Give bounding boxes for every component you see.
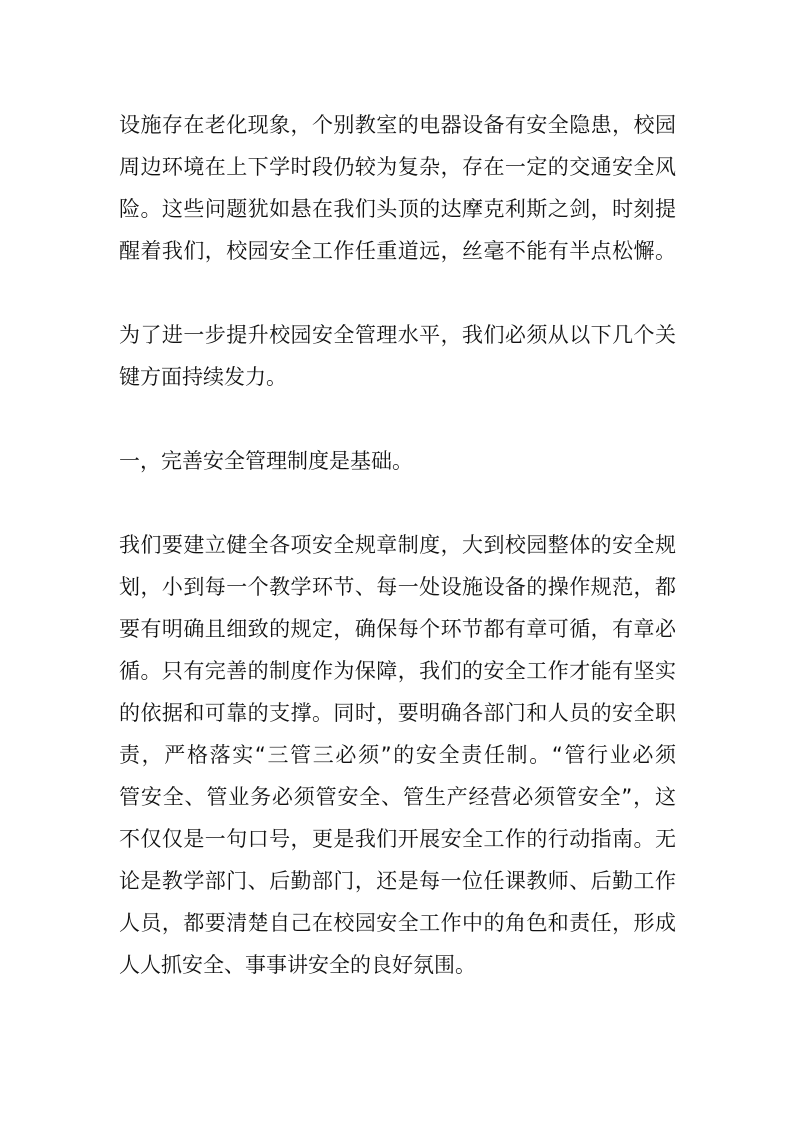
- text-line: 为了进一步提升校园安全管理水平，我们必须从以下几个关: [119, 323, 676, 347]
- section-heading: [119, 440, 676, 482]
- text-line: 管安全、管业务必须管安全、管生产经营必须管安全”，这: [119, 785, 676, 809]
- paragraph: [119, 524, 676, 986]
- text-line: 键方面持续发力。: [119, 365, 287, 389]
- text-line: 我们要建立健全各项安全规章制度，大到校园整体的安全规: [119, 533, 676, 557]
- text-line: 周边环境在上下学时段仍较为复杂，存在一定的交通安全风: [119, 155, 676, 179]
- text-line: 人人抓安全、事事讲安全的良好氛围。: [119, 953, 476, 977]
- document-body: [119, 104, 676, 1028]
- text-line: 的依据和可靠的支撑。同时，要明确各部门和人员的安全职: [119, 701, 676, 725]
- text-line: 险。这些问题犹如悬在我们头顶的达摩克利斯之剑，时刻提: [119, 197, 676, 221]
- text-line: 要有明确且细致的规定，确保每个环节都有章可循，有章必: [119, 617, 676, 641]
- text-line: 划，小到每一个教学环节、每一处设施设备的操作规范，都: [119, 575, 676, 599]
- paragraph: [119, 104, 676, 272]
- text-line: 人员，都要清楚自己在校园安全工作中的角色和责任，形成: [119, 911, 676, 935]
- text-line: 醒着我们，校园安全工作任重道远，丝毫不能有半点松懈。: [119, 239, 676, 263]
- text-line: 不仅仅是一句口号，更是我们开展安全工作的行动指南。无: [119, 827, 676, 851]
- paragraph: [119, 314, 676, 398]
- text-line: 一，完善安全管理制度是基础。: [119, 449, 413, 473]
- text-line: 论是教学部门、后勤部门，还是每一位任课教师、后勤工作: [119, 869, 676, 893]
- text-line: 循。只有完善的制度作为保障，我们的安全工作才能有坚实: [119, 659, 676, 683]
- text-line: 设施存在老化现象，个别教室的电器设备有安全隐患，校园: [119, 113, 676, 137]
- text-line: 责，严格落实“三管三必须”的安全责任制。“管行业必须: [119, 743, 676, 767]
